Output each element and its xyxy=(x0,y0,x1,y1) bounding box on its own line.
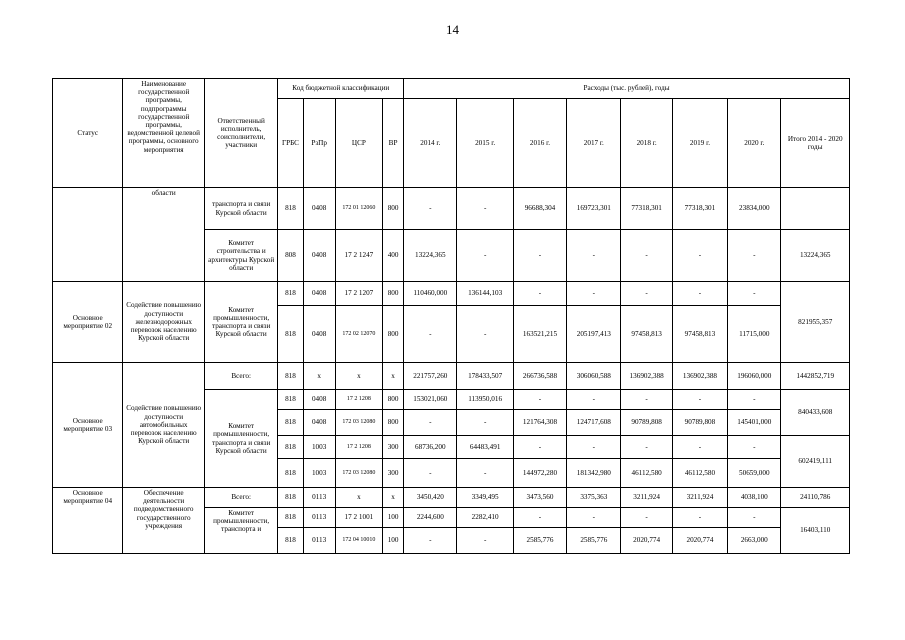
value-2017: 306060,588 xyxy=(567,363,621,390)
value-total: 602419,111 xyxy=(781,436,850,488)
value-total: 16403,110 xyxy=(781,508,850,554)
value-2019: 77318,301 xyxy=(672,188,727,230)
value-2014: - xyxy=(404,410,457,436)
value-2015: 2282,410 xyxy=(457,508,513,528)
value-2017: - xyxy=(567,282,621,306)
value-2014: 221757,260 xyxy=(404,363,457,390)
value-2014: - xyxy=(404,528,457,554)
header-row-top xyxy=(53,79,850,99)
value-2019: 136902,388 xyxy=(672,363,727,390)
vr-cell: х xyxy=(383,488,404,508)
name-cell: Обеспечение деятельности подведомственного государственного учреждения xyxy=(123,488,205,554)
grbs-cell: 818 xyxy=(278,459,303,488)
vr-cell: 100 xyxy=(383,508,404,528)
status-cell: Основное мероприятие 02 xyxy=(53,282,123,363)
header-2020: 2020 г. xyxy=(728,99,781,188)
value-2017: 205197,413 xyxy=(567,306,621,363)
value-2018: 3211,924 xyxy=(621,488,672,508)
value-2016: 266736,588 xyxy=(513,363,566,390)
value-2018: 97458,813 xyxy=(621,306,672,363)
value-2018: - xyxy=(621,508,672,528)
rzpr-cell: 0408 xyxy=(303,410,335,436)
value-2020: - xyxy=(728,282,781,306)
value-total: 1442852,719 xyxy=(781,363,850,390)
value-2014: 68736,200 xyxy=(404,436,457,459)
csr-cell: 172 02 12070 xyxy=(335,306,382,363)
value-2018: 46112,580 xyxy=(621,459,672,488)
value-2016: - xyxy=(513,508,566,528)
header-csr: ЦСР xyxy=(335,99,382,188)
value-2015: 113950,016 xyxy=(457,390,513,410)
grbs-cell: 818 xyxy=(278,306,303,363)
vr-cell: 800 xyxy=(383,282,404,306)
header-2015: 2015 г. xyxy=(457,99,513,188)
value-total: 821955,357 xyxy=(781,282,850,363)
rzpr-cell: 0408 xyxy=(303,282,335,306)
value-2020: 2663,000 xyxy=(728,528,781,554)
csr-cell: 172 04 10010 xyxy=(335,528,382,554)
csr-cell: 172 03 12080 xyxy=(335,410,382,436)
value-2014: - xyxy=(404,459,457,488)
value-2016: 3473,560 xyxy=(513,488,566,508)
value-2016: - xyxy=(513,390,566,410)
grbs-cell: 818 xyxy=(278,528,303,554)
value-2019: - xyxy=(672,436,727,459)
value-2019: 90789,808 xyxy=(672,410,727,436)
value-2020: 11715,000 xyxy=(728,306,781,363)
rzpr-cell: 1003 xyxy=(303,459,335,488)
rzpr-cell: х xyxy=(303,363,335,390)
vr-cell: 800 xyxy=(383,410,404,436)
value-2016: 96688,304 xyxy=(513,188,566,230)
grbs-cell: 818 xyxy=(278,488,303,508)
header-2019: 2019 г. xyxy=(672,99,727,188)
rzpr-cell: 0113 xyxy=(303,508,335,528)
vr-cell: 100 xyxy=(383,528,404,554)
value-2016: 163521,215 xyxy=(513,306,566,363)
rzpr-cell: 0113 xyxy=(303,528,335,554)
value-2017: 2585,776 xyxy=(567,528,621,554)
header-total: Итого 2014 - 2020 годы xyxy=(781,99,850,188)
value-2014: 153021,060 xyxy=(404,390,457,410)
value-2016: 144972,280 xyxy=(513,459,566,488)
value-2017: 3375,363 xyxy=(567,488,621,508)
grbs-cell: 818 xyxy=(278,410,303,436)
value-2014: 3450,420 xyxy=(404,488,457,508)
vr-cell: 800 xyxy=(383,188,404,230)
header-responsible: Ответственный исполнитель, соисполнители, участники xyxy=(204,79,277,188)
table-row xyxy=(53,188,850,230)
value-2020: - xyxy=(728,436,781,459)
csr-cell: 172 03 12080 xyxy=(335,459,382,488)
header-2017: 2017 г. xyxy=(567,99,621,188)
value-2020: 145401,000 xyxy=(728,410,781,436)
name-cell: Содействие повышению доступности автомобильных перевозок населению Курской области xyxy=(123,363,205,488)
budget-table xyxy=(52,78,850,554)
header-grbs: ГРБС xyxy=(278,99,303,188)
value-2019: 46112,580 xyxy=(672,459,727,488)
header-2016: 2016 г. xyxy=(513,99,566,188)
header-name: Наименование государственной программы, подпрограммы государственной программы, ведомственной целевой программы, основного мероприятия xyxy=(123,79,205,188)
header-rzpr: РзПр xyxy=(303,99,335,188)
value-2020: - xyxy=(728,230,781,282)
value-2019: - xyxy=(672,390,727,410)
value-2014: 110460,000 xyxy=(404,282,457,306)
value-2016: - xyxy=(513,436,566,459)
value-2019: 2020,774 xyxy=(672,528,727,554)
csr-cell: 17 2 1247 xyxy=(335,230,382,282)
value-total: 840433,608 xyxy=(781,390,850,436)
csr-cell: 17 2 1208 xyxy=(335,436,382,459)
csr-cell: х xyxy=(335,363,382,390)
value-2015: 64483,491 xyxy=(457,436,513,459)
csr-cell: 17 2 1207 xyxy=(335,282,382,306)
value-2016: 121764,308 xyxy=(513,410,566,436)
vr-cell: 400 xyxy=(383,230,404,282)
value-2018: - xyxy=(621,230,672,282)
value-2015: - xyxy=(457,230,513,282)
value-2020: 23834,000 xyxy=(728,188,781,230)
value-total xyxy=(781,188,850,230)
responsible-cell: Комитет промышленности, транспорта и xyxy=(204,508,277,554)
rzpr-cell: 0408 xyxy=(303,188,335,230)
grbs-cell: 818 xyxy=(278,188,303,230)
rzpr-cell: 0408 xyxy=(303,390,335,410)
responsible-cell: Комитет строительства и архитектуры Курской области xyxy=(204,230,277,282)
csr-cell: 172 01 12060 xyxy=(335,188,382,230)
value-2014: 2244,600 xyxy=(404,508,457,528)
table-row xyxy=(53,363,850,390)
value-2017: - xyxy=(567,508,621,528)
value-2015: - xyxy=(457,410,513,436)
value-2015: 3349,495 xyxy=(457,488,513,508)
responsible-cell: Комитет промышленности, транспорта и связи Курской области xyxy=(204,282,277,363)
header-vr: ВР xyxy=(383,99,404,188)
value-2019: 3211,924 xyxy=(672,488,727,508)
csr-cell: х xyxy=(335,488,382,508)
responsible-cell: Всего: xyxy=(204,488,277,508)
value-2015: - xyxy=(457,528,513,554)
value-2018: - xyxy=(621,282,672,306)
rzpr-cell: 1003 xyxy=(303,436,335,459)
value-total: 24110,786 xyxy=(781,488,850,508)
value-2015: - xyxy=(457,459,513,488)
vr-cell: 300 xyxy=(383,459,404,488)
vr-cell: х xyxy=(383,363,404,390)
value-2020: - xyxy=(728,508,781,528)
value-2014: - xyxy=(404,188,457,230)
value-total: 13224,365 xyxy=(781,230,850,282)
table-row xyxy=(53,282,850,306)
csr-cell: 17 2 1001 xyxy=(335,508,382,528)
grbs-cell: 818 xyxy=(278,508,303,528)
value-2020: 196060,000 xyxy=(728,363,781,390)
value-2016: 2585,776 xyxy=(513,528,566,554)
value-2020: - xyxy=(728,390,781,410)
grbs-cell: 818 xyxy=(278,363,303,390)
header-2014: 2014 г. xyxy=(404,99,457,188)
header-expenses: Расходы (тыс. рублей), годы xyxy=(404,79,850,99)
status-cell xyxy=(53,188,123,282)
value-2017: - xyxy=(567,390,621,410)
grbs-cell: 818 xyxy=(278,436,303,459)
header-status: Статус xyxy=(53,79,123,188)
value-2015: - xyxy=(457,306,513,363)
value-2019: 97458,813 xyxy=(672,306,727,363)
vr-cell: 800 xyxy=(383,390,404,410)
grbs-cell: 808 xyxy=(278,230,303,282)
value-2018: 136902,388 xyxy=(621,363,672,390)
value-2019: - xyxy=(672,508,727,528)
value-2019: - xyxy=(672,230,727,282)
value-2018: - xyxy=(621,390,672,410)
value-2015: 136144,103 xyxy=(457,282,513,306)
page-number: 14 xyxy=(446,22,459,37)
value-2018: 2020,774 xyxy=(621,528,672,554)
name-cell: области xyxy=(123,188,205,282)
value-2014: - xyxy=(404,306,457,363)
name-cell: Содействие повышению доступности железнодорожных перевозок населению Курской области xyxy=(123,282,205,363)
rzpr-cell: 0113 xyxy=(303,488,335,508)
value-2020: 50659,000 xyxy=(728,459,781,488)
responsible-cell: Комитет промышленности, транспорта и связи Курской области xyxy=(204,390,277,488)
value-2019: - xyxy=(672,282,727,306)
value-2016: - xyxy=(513,282,566,306)
rzpr-cell: 0408 xyxy=(303,306,335,363)
responsible-cell: Всего: xyxy=(204,363,277,390)
value-2015: 178433,507 xyxy=(457,363,513,390)
value-2020: 4038,100 xyxy=(728,488,781,508)
rzpr-cell: 0408 xyxy=(303,230,335,282)
status-cell: Основное мероприятие 03 xyxy=(53,363,123,488)
value-2017: - xyxy=(567,436,621,459)
csr-cell: 17 2 1208 xyxy=(335,390,382,410)
value-2017: 169723,301 xyxy=(567,188,621,230)
grbs-cell: 818 xyxy=(278,390,303,410)
value-2018: 77318,301 xyxy=(621,188,672,230)
vr-cell: 800 xyxy=(383,306,404,363)
value-2015: - xyxy=(457,188,513,230)
value-2018: - xyxy=(621,436,672,459)
value-2014: 13224,365 xyxy=(404,230,457,282)
value-2016: - xyxy=(513,230,566,282)
value-2017: 181342,980 xyxy=(567,459,621,488)
value-2018: 90789,808 xyxy=(621,410,672,436)
status-cell: Основное мероприятие 04 xyxy=(53,488,123,554)
value-2017: 124717,608 xyxy=(567,410,621,436)
grbs-cell: 818 xyxy=(278,282,303,306)
table-row xyxy=(53,488,850,508)
value-2017: - xyxy=(567,230,621,282)
header-2018: 2018 г. xyxy=(621,99,672,188)
vr-cell: 300 xyxy=(383,436,404,459)
header-budget-code: Код бюджетной классификации xyxy=(278,79,404,99)
responsible-cell: транспорта и связи Курской области xyxy=(204,188,277,230)
